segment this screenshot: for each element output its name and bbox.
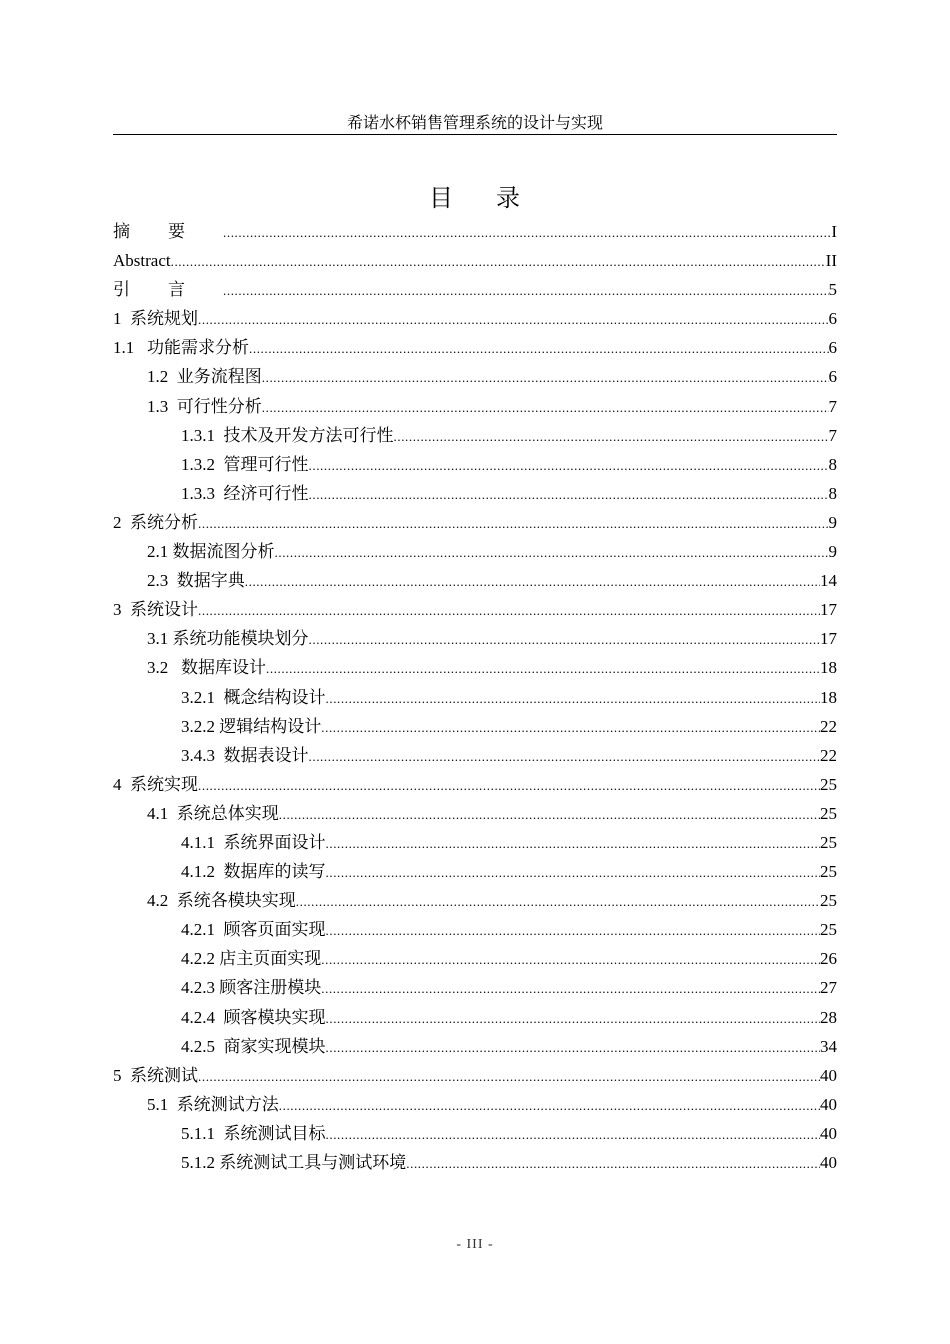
toc-dot-leader: [321, 713, 820, 742]
toc-dot-leader: [326, 916, 821, 945]
toc-entry-page: 28: [820, 1007, 837, 1027]
toc-title-char-2: 录: [496, 184, 521, 212]
toc-entry[interactable]: [113, 683, 837, 712]
toc-entry[interactable]: [113, 770, 837, 799]
toc-entry-label: 2.3 数据字典: [147, 571, 245, 591]
toc-entry-label: 3.2.1 概念结构设计: [181, 687, 326, 707]
toc-entry-page: I: [831, 222, 837, 241]
toc-entry-page: 40: [820, 1094, 837, 1114]
toc-dot-leader: [321, 945, 820, 974]
toc-entry[interactable]: [113, 362, 837, 391]
toc-dot-leader: [279, 1091, 820, 1120]
toc-entry-label: 摘要: [113, 222, 223, 241]
toc-entry-label: 3.2.2 逻辑结构设计: [181, 716, 322, 736]
toc-dot-leader: [198, 596, 820, 625]
toc-entry[interactable]: [113, 566, 837, 595]
toc-entry-page: 34: [820, 1036, 837, 1056]
toc-dot-leader: [279, 800, 820, 829]
toc-entry-page: 25: [820, 891, 837, 911]
toc-entry-label: 1.3.2 管理可行性: [181, 454, 309, 474]
toc-entry-page: 9: [828, 542, 837, 562]
toc-title-char-1: 目: [429, 184, 454, 212]
toc-entry[interactable]: [113, 944, 837, 973]
toc-entry[interactable]: [113, 799, 837, 828]
toc-dot-leader: [394, 422, 829, 451]
toc-entry-page: 5: [828, 280, 837, 300]
toc-dot-leader: [326, 829, 821, 858]
toc-entry-page: 40: [820, 1065, 837, 1085]
running-header: 希诺水杯销售管理系统的设计与实现: [113, 114, 837, 135]
toc-dot-leader: [326, 858, 821, 887]
toc-entry-page: 27: [820, 978, 837, 998]
toc-dot-leader: [326, 1033, 821, 1062]
toc-entry-page: 18: [820, 658, 837, 678]
toc-dot-leader: [309, 451, 829, 480]
toc-dot-leader: [249, 334, 829, 363]
toc-entry[interactable]: [113, 1032, 837, 1061]
toc-entry-label: 4.2 系统各模块实现: [147, 891, 296, 911]
toc-entry[interactable]: [113, 508, 837, 537]
toc-entry[interactable]: [113, 537, 837, 566]
toc-entry-label: 4 系统实现: [113, 774, 198, 794]
toc-entry-label: 1.2 业务流程图: [147, 367, 262, 387]
toc-entry-label: 1 系统规划: [113, 309, 198, 329]
toc-entry-label: 5.1 系统测试方法: [147, 1094, 279, 1114]
toc-title: [0, 183, 950, 213]
toc-entry-page: 26: [820, 949, 837, 969]
toc-entry-label: 1.1 功能需求分析: [113, 338, 249, 358]
toc-dot-leader: [309, 742, 821, 771]
toc-entry-label: 4.2.1 顾客页面实现: [181, 920, 326, 940]
toc-entry[interactable]: [113, 421, 837, 450]
toc-entry-page: 40: [820, 1123, 837, 1143]
toc-dot-leader: [198, 1062, 820, 1091]
toc-dot-leader: [171, 247, 826, 276]
toc-entry[interactable]: [113, 1003, 837, 1032]
toc-entry-page: 9: [828, 512, 837, 532]
toc-dot-leader: [275, 538, 829, 567]
toc-entry[interactable]: [113, 653, 837, 682]
toc-entry-label: 4.2.2 店主页面实现: [181, 949, 322, 969]
toc-dot-leader: [326, 1004, 821, 1033]
toc-dot-leader: [309, 625, 821, 654]
toc-entry-label: 引言: [113, 280, 223, 300]
toc-entry[interactable]: [113, 1148, 837, 1177]
toc-dot-leader: [223, 276, 829, 305]
toc-entry-page: 17: [820, 600, 837, 620]
toc-dot-leader: [266, 654, 820, 683]
toc-entry[interactable]: [113, 828, 837, 857]
page-number: - III -: [456, 1237, 494, 1252]
toc-entry-label: 3.4.3 数据表设计: [181, 745, 309, 765]
toc-dot-leader: [198, 771, 820, 800]
toc-entry[interactable]: [113, 479, 837, 508]
toc-entry-label: Abstract: [113, 251, 171, 271]
toc-entry[interactable]: [113, 915, 837, 944]
toc-entry-page: 25: [820, 803, 837, 823]
toc-entry-page: 25: [820, 832, 837, 852]
toc-entry[interactable]: [113, 392, 837, 421]
toc-entry[interactable]: [113, 246, 837, 275]
toc-entry-page: 6: [828, 309, 837, 329]
toc-dot-leader: [262, 393, 829, 422]
toc-entry-page: 6: [828, 338, 837, 358]
toc-entry[interactable]: [113, 304, 837, 333]
toc-entry-label: 4.1 系统总体实现: [147, 803, 279, 823]
toc-entry[interactable]: [113, 333, 837, 362]
toc-entry[interactable]: [113, 450, 837, 479]
toc-entry-label: 5.1.1 系统测试目标: [181, 1123, 326, 1143]
toc-entry[interactable]: [113, 857, 837, 886]
toc-entry-label: 2 系统分析: [113, 512, 198, 532]
toc-dot-leader: [321, 974, 820, 1003]
toc-entry-page: 22: [820, 716, 837, 736]
toc-dot-leader: [309, 480, 829, 509]
toc-entry-page: 25: [820, 774, 837, 794]
toc-entry[interactable]: [113, 1090, 837, 1119]
toc-entry-label: 1.3.3 经济可行性: [181, 483, 309, 503]
toc-entry[interactable]: [113, 595, 837, 624]
toc-entry[interactable]: [113, 275, 837, 304]
toc-entry-label: 1.3 可行性分析: [147, 396, 262, 416]
toc-entry-page: 8: [828, 483, 837, 503]
toc-entry[interactable]: [113, 217, 837, 246]
toc-entry-label: 4.1.2 数据库的读写: [181, 862, 326, 882]
toc-entry-label: 4.2.5 商家实现模块: [181, 1036, 326, 1056]
toc-entry-label: 3.2 数据库设计: [147, 658, 266, 678]
toc-dot-leader: [262, 363, 829, 392]
toc-entry-page: 25: [820, 920, 837, 940]
toc-entry[interactable]: [113, 741, 837, 770]
toc-dot-leader: [198, 509, 829, 538]
toc-dot-leader: [198, 305, 829, 334]
toc-entry-label: 5.1.2 系统测试工具与测试环境: [181, 1153, 407, 1172]
toc-entry[interactable]: [113, 1119, 837, 1148]
toc-entry-page: 17: [820, 629, 837, 649]
toc-entry-label: 4.2.3 顾客注册模块: [181, 978, 322, 998]
toc-entry-page: 7: [828, 396, 837, 416]
toc-entry[interactable]: [113, 886, 837, 915]
toc-entry-page: 18: [820, 687, 837, 707]
toc-dot-leader: [326, 684, 821, 713]
toc-entry[interactable]: [113, 712, 837, 741]
toc-entry-label: 1.3.1 技术及开发方法可行性: [181, 425, 394, 445]
toc-entry-label: 3 系统设计: [113, 600, 198, 620]
toc-entry[interactable]: [113, 1061, 837, 1090]
toc-entry-label: 4.1.1 系统界面设计: [181, 832, 326, 852]
toc-entry-page: 22: [820, 745, 837, 765]
toc-entry-label: 4.2.4 顾客模块实现: [181, 1007, 326, 1027]
toc-entry-page: 25: [820, 862, 837, 882]
toc-entry-label: 3.1 系统功能模块划分: [147, 629, 309, 649]
toc-entry-page: II: [825, 251, 837, 271]
toc-entry[interactable]: [113, 973, 837, 1002]
toc-dot-leader: [245, 567, 820, 596]
toc-dot-leader: [326, 1120, 821, 1149]
toc-dot-leader: [296, 887, 820, 916]
table-of-contents: [113, 217, 837, 1177]
toc-entry[interactable]: [113, 624, 837, 653]
toc-entry-page: 6: [828, 367, 837, 387]
toc-entry-label: 5 系统测试: [113, 1065, 198, 1085]
toc-entry-page: 40: [820, 1153, 837, 1172]
toc-entry-label: 2.1 数据流图分析: [147, 542, 275, 562]
toc-dot-leader: [223, 218, 831, 247]
toc-entry-page: 14: [820, 571, 837, 591]
toc-entry-page: 8: [828, 454, 837, 474]
toc-entry-page: 7: [828, 425, 837, 445]
toc-dot-leader: [406, 1149, 820, 1178]
